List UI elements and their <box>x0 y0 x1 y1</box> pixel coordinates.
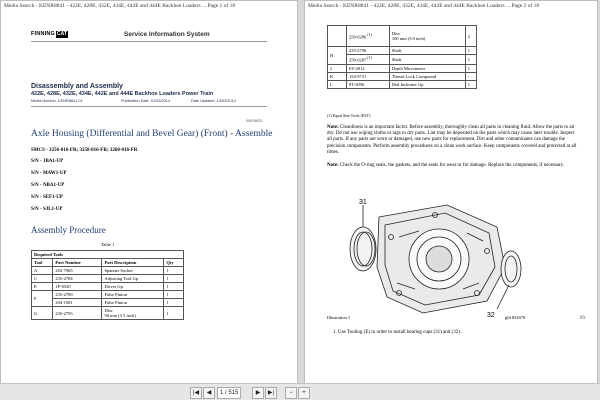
page-header: Media Search - KENR8841 - 422E, 428E, 432E, 434E, 442E and 444E Backhoe Loaders ... Page 1 of 18 <box>4 3 236 9</box>
prev-page-icon: ◀ <box>206 390 212 396</box>
serial-number: S/N - NBA1-UP <box>31 183 65 188</box>
table-row: J 6V-2012 Depth Micrometer 1 <box>328 64 477 72</box>
table-header-row <box>32 259 184 267</box>
zoom-in-icon: + <box>302 390 306 396</box>
serial-number: S/N - JBA1-UP <box>31 159 64 164</box>
cat-logo: CAT <box>57 31 67 37</box>
column-header: Part Number <box>53 259 102 267</box>
next-page-button[interactable] <box>252 387 264 399</box>
serial-number: S/N - MAW1-UP <box>31 171 67 176</box>
viewer-toolbar <box>0 383 600 400</box>
table-row: E 1P-0520 Driver Gp 1 <box>32 283 184 291</box>
table-row: G 235-2793 Disc 90 mm (3.5 inch) 1 <box>32 307 184 320</box>
table-row: L 8T-5096 Dial Indicator Gp 1 <box>328 80 477 88</box>
page-header: Media Search - KENR8841 - 422E, 428E, 432E, 434E, 442E and 444E Backhoe Loaders ... Page 2 of 18 <box>308 3 540 9</box>
doc-subtitle: 422E, 428E, 432E, 434E, 442E and 444E Backhoe Loaders Power Train <box>31 91 214 97</box>
table-row: A 202-7965 Spanner Socket 1 <box>32 267 184 275</box>
doc-title: Disassembly and Assembly <box>31 83 123 90</box>
required-tools-table-continued <box>327 25 477 89</box>
callout-31: 31 <box>359 199 367 206</box>
document-page-1 <box>0 0 298 386</box>
table-row: H 235-2796 Shaft 1 <box>328 47 477 55</box>
table-row: C 235-2784 Adjusting Tool Gp 1 <box>32 275 184 283</box>
table-row: F 235-2789 False Pinion 1 <box>32 291 184 299</box>
publication-date: Publication Date -01/03/2014 <box>121 99 170 103</box>
media-number: Media Number -KENR8841-01 <box>31 99 83 103</box>
zoom-out-button[interactable] <box>285 387 297 399</box>
column-header: Part Description <box>102 259 164 267</box>
figure-id: g01852670 <box>505 315 526 320</box>
table-row: K 154-9731 Thread Lock Compound - <box>328 72 477 80</box>
serial-number: S/N - SEF1-UP <box>31 195 63 200</box>
zoom-out-icon: − <box>289 390 293 396</box>
table-row: 258-0286 $^{(1)}$ Disc 100 mm (3.9 inch) 2 <box>328 26 477 47</box>
required-tools-table <box>31 250 184 320</box>
smcs-code: SMCS - 3256-016-FR; 3258-016-FR; 3260-016-FR <box>31 148 138 153</box>
illustration-label: Illustration 1 <box>327 315 351 320</box>
oring-note: Note: Check the O-ring seals, the gaskets, and the seals for wear or for damage. Replace the components, if necessary. <box>327 163 565 168</box>
prev-page-button[interactable] <box>203 387 215 399</box>
cleanliness-note: Note: Cleanliness is an important factor. Before assembly, thoroughly clean all parts in cleaning fluid. Allow the parts to air dry. Do not use wiping cloths or rags to dry parts. Lint may be deposited on the parts which may cause later trouble. Inspect all parts. If any parts are worn or damaged, use new parts for replacement. Dirt and other contaminants can damage the precision components. Perform assembly procedures on a clean work surface. Keep components covered and protected at all times. <box>327 125 577 155</box>
table-title: Required Tools <box>32 251 184 259</box>
first-page-icon: |◀ <box>192 390 200 396</box>
media-id: i05199022 <box>246 119 263 123</box>
document-page-2 <box>304 0 598 386</box>
next-page-icon: ▶ <box>255 390 261 396</box>
table-caption: Table 1 <box>101 242 115 247</box>
last-page-icon: ▶| <box>267 390 275 396</box>
section-heading: Assembly Procedure <box>31 225 106 235</box>
last-page-button[interactable] <box>265 387 277 399</box>
page-indicator[interactable]: 1 / 515 <box>217 387 241 399</box>
procedure-step: 1. Use Tooling (E) in order to install bearing cups (31) and (32) . <box>333 330 463 335</box>
column-header: Tool <box>32 259 53 267</box>
column-header: Qty <box>164 259 184 267</box>
zoom-in-button[interactable] <box>298 387 310 399</box>
axle-housing-illustration <box>327 197 527 319</box>
table-footnote: (1) Equal Size Tools (EST) <box>327 113 371 118</box>
table-row: 258-0287 $^{(1)}$ Shaft 1 <box>328 55 477 65</box>
callout-32: 32 <box>487 312 495 319</box>
meta-divider <box>31 106 267 107</box>
serial-number: S/N - SJL1-UP <box>31 207 63 212</box>
date-updated: Date Updated -14/03/2014 <box>191 99 236 103</box>
table-row: 294-1081 False Pinion 1 <box>32 299 184 307</box>
sis-title: Service Information System <box>124 31 210 38</box>
zoom-readout: 89. <box>580 316 587 321</box>
first-page-button[interactable] <box>190 387 202 399</box>
page-title: Axle Housing (Differential and Bevel Gear) (Front) - Assemble <box>31 129 273 139</box>
finning-logo: FINNING CAT <box>31 31 67 37</box>
header-divider <box>31 41 267 42</box>
